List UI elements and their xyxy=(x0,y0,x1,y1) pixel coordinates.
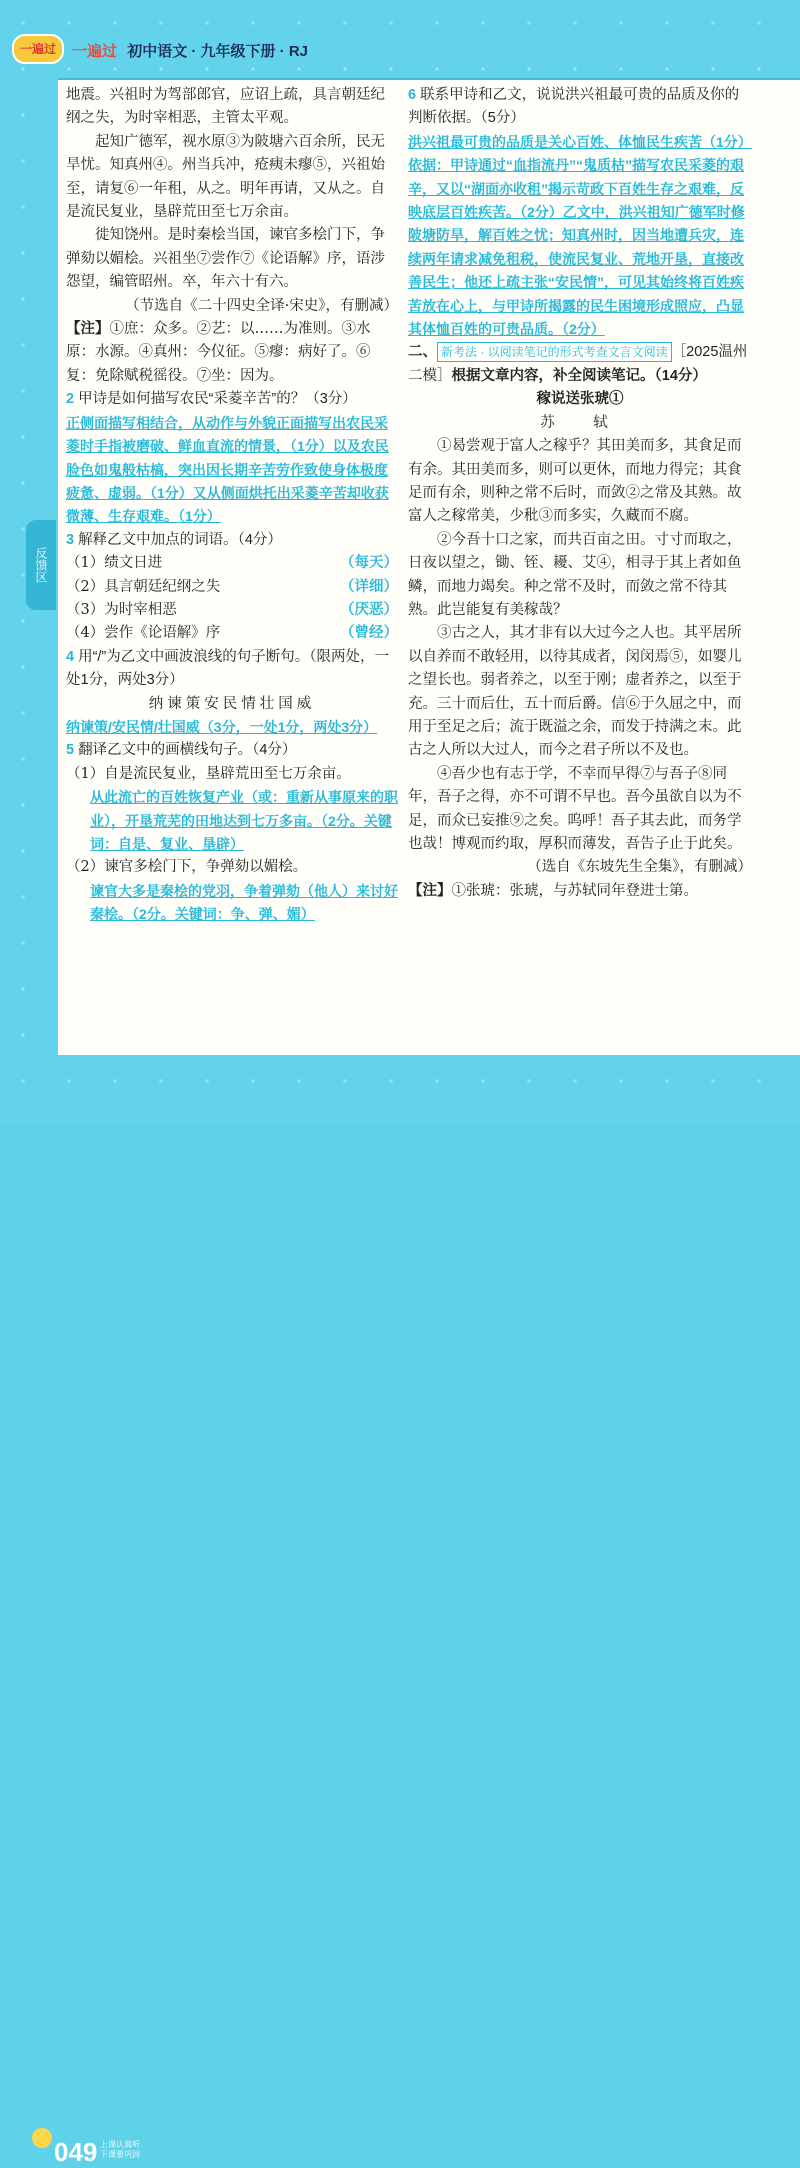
section-label: 二、 xyxy=(408,344,437,361)
question-4 xyxy=(66,646,398,693)
question-6 xyxy=(408,84,752,131)
passage-paragraph: 地震。兴祖时为驾部郎官，应诏上疏，具言朝廷纪纲之失，为时宰相恶，主管太平观。 xyxy=(66,87,385,127)
answer-text: 正侧面描写相结合，从动作与外貌正面描写出农民采菱时手指被磨破、鲜血直流的情景，（1分）以及农民脸色如鬼般枯槁，突出因长期辛苦劳作致使身体极度疲惫、虚弱。（1分）又从侧面烘托出采菱辛苦却收获微薄、生存艰难。（1分） xyxy=(66,414,389,525)
answer-6 xyxy=(408,131,752,342)
answer-2 xyxy=(66,412,398,529)
question-number: 6 xyxy=(408,87,417,103)
question-text: 联系甲诗和乙文，说说洪兴祖最可贵的品质及你的判断依据。（5分） xyxy=(408,87,740,127)
essay-notes xyxy=(408,880,752,903)
answer-text: 谏官大多是秦桧的党羽，争着弹劾（他人）来讨好秦桧。（2分。关键词：争、弹、媚） xyxy=(90,882,398,923)
question-text: 解释乙文中加点的词语。（4分） xyxy=(78,531,282,548)
essay-paragraph: ①曷尝观于富人之稼乎？其田美而多，其食足而有余。其田美而多，则可以更休，而地力得完；其食足而有余，则种之常不后时，而敛②之常及其熟。故富人之稼常美，少秕③而多实，久藏而不腐。 xyxy=(408,438,742,525)
question-text: 翻译乙文中的画横线句子。（4分） xyxy=(78,742,297,759)
page-number: 049 xyxy=(54,2137,98,2167)
question-3 xyxy=(66,529,398,552)
essay-paragraph: ④吾少也有志于学，不幸而早得⑦与吾子⑧同年，吾子之得，亦不可谓不早也。吾今虽欲自以为不足，而众已妄推⑨之矣。呜呼！吾子其去此，而务学也哉！博观而约取，厚积而薄发，吾告子止于此矣。 xyxy=(408,765,742,852)
vocab-answer: （厌恶） xyxy=(340,601,398,618)
translation-question: （1）自是流民复业，垦辟荒田至七万余亩。 xyxy=(66,765,351,782)
side-tab-feedback[interactable]: 反馈区 xyxy=(26,520,56,610)
translation-answer xyxy=(66,786,398,856)
passage-paragraph: 起知广德军，视水原③为陂塘六百余所，民无旱忧。知真州④。州当兵冲，疮痍未瘳⑤，兴祖始至，请复⑥一年租，从之。明年再请，又从之。自是流民复业，垦辟荒田至七万余亩。 xyxy=(66,133,385,221)
exam-source: ［2025温州二模］ xyxy=(408,344,748,384)
section-instruction: 根据文章内容，补全阅读笔记。（14分） xyxy=(451,367,707,384)
translation-question: （2）谏官多桧门下，争弹劾以媚桧。 xyxy=(66,859,308,876)
translation-answer xyxy=(66,880,398,927)
mascot-icon xyxy=(32,2128,52,2148)
answer-text: 从此流亡的百姓恢复产业（或：重新从事原来的职业），开垦荒芜的田地达到七万多亩。（2分。关键词：自是、复业、垦辟） xyxy=(90,789,398,852)
footer-slogan: 上课认真听 下课要巩固 xyxy=(100,2140,140,2159)
vocab-item xyxy=(66,622,398,645)
passage-paragraph: 徙知饶州。是时秦桧当国，谏官多桧门下，争弹劾以媚桧。兴祖坐⑦尝作⑦《论语解》序，语涉怨望，编管昭州。卒，年六十有六。 xyxy=(66,227,385,291)
essay-paragraph: ③古之人，其才非有以大过今之人也。其平居所以自养而不敢轻用，以待其成者，闵闵焉⑤，如婴儿之望长也。弱者养之，以至于刚；虚者养之，以至于充。三十而后仕，五十而后爵。信⑥于久屈之中，而用于至足之后；流于既溢之余，而发于持满之末。此古之人所以大过人，而今之君子所以不及也。 xyxy=(408,625,742,759)
note-text: ①张琥：张琥，与苏轼同年登进士第。 xyxy=(451,882,698,899)
vocab-question: （3）为时宰相恶 xyxy=(66,601,177,618)
book-title: 初中语文 · 九年级下册 · RJ xyxy=(127,43,309,60)
header-title xyxy=(72,40,308,61)
vocab-question: （4）尝作《论语解》序 xyxy=(66,625,221,642)
vocab-item xyxy=(66,599,398,622)
header xyxy=(0,0,800,78)
question-number: 2 xyxy=(66,391,75,408)
essay-author: 苏 轼 xyxy=(540,414,620,431)
notes xyxy=(66,318,398,388)
left-column xyxy=(66,84,398,927)
vocab-item xyxy=(66,552,398,575)
vocab-item xyxy=(66,576,398,599)
passage-source: （节选自《二十四史全译·宋史》，有删减） xyxy=(125,297,398,314)
note-label: 【注】 xyxy=(66,321,110,338)
vocab-question: （2）具言朝廷纪纲之失 xyxy=(66,578,221,595)
vocab-answer: （详细） xyxy=(340,578,398,595)
answer-text: 纳谏策/安民情/壮国威（3分，一处1分，两处3分） xyxy=(66,718,378,735)
note-label: 【注】 xyxy=(408,882,452,899)
logo: 一遍过 xyxy=(12,34,64,64)
sentence-to-punctuate: 纳谏策安民情壮国威 xyxy=(148,695,316,712)
question-number: 4 xyxy=(66,648,75,665)
question-2 xyxy=(66,388,398,411)
answer-4 xyxy=(66,716,398,739)
vocab-answer: （曾经） xyxy=(340,625,398,642)
vocab-question: （1）绩文日进 xyxy=(66,555,163,572)
essay-source: （选自《东坡先生全集》，有删减） xyxy=(527,859,752,876)
question-number: 3 xyxy=(66,531,75,548)
answer-text: 洪兴祖最可贵的品质是关心百姓、体恤民生疾苦（1分）依据：甲诗通过“血指流丹”“鬼质枯”描写农民采菱的艰辛，又以“湖面亦收租”揭示苛政下百姓生存之艰难，反映底层百姓疾苦。（2分）乙文中，洪兴祖知广德军时修陂塘防旱，解百姓之忧；知真州时，因当地遭兵灾，连续两年请求减免租税，使流民复业、荒地开垦，直接改善民生；他还上疏主张“安民情”，可见其始终将百姓疾苦放在心上，与甲诗所揭露的民生困境形成照应，凸显其体恤百姓的可贵品质。（2分） xyxy=(408,133,752,338)
exam-tag: 新考法 · 以阅读笔记的形式考查文言文阅读 xyxy=(437,342,672,362)
essay-paragraph: ②今吾十口之家，而共百亩之田。寸寸而取之，日夜以望之，锄、铚、耰、艾④，相寻于其上者如鱼鳞，而地力竭矣。种之常不及时，而敛之常不待其熟。此岂能复有美稼哉？ xyxy=(408,531,742,618)
right-column xyxy=(408,84,752,903)
footer xyxy=(0,1060,800,2167)
essay-title: 稼说送张琥① xyxy=(536,391,624,408)
question-text: 甲诗是如何描写农民“采菱辛苦”的？（3分） xyxy=(78,391,357,408)
note-text: ①庶：众多。②艺：以……为准则。③水原：水源。④真州：今仪征。⑤瘳：病好了。⑥复：免除赋税徭役。⑦坐：因为。 xyxy=(66,321,371,384)
question-text: 用“/”为乙文中画波浪线的句子断句。（限两处，一处1分，两处3分） xyxy=(66,648,390,689)
section-2-heading xyxy=(408,341,752,388)
question-5 xyxy=(66,739,398,762)
question-number: 5 xyxy=(66,742,75,759)
vocab-answer: （每天） xyxy=(340,555,398,572)
brand-name: 一遍过 xyxy=(72,43,118,60)
